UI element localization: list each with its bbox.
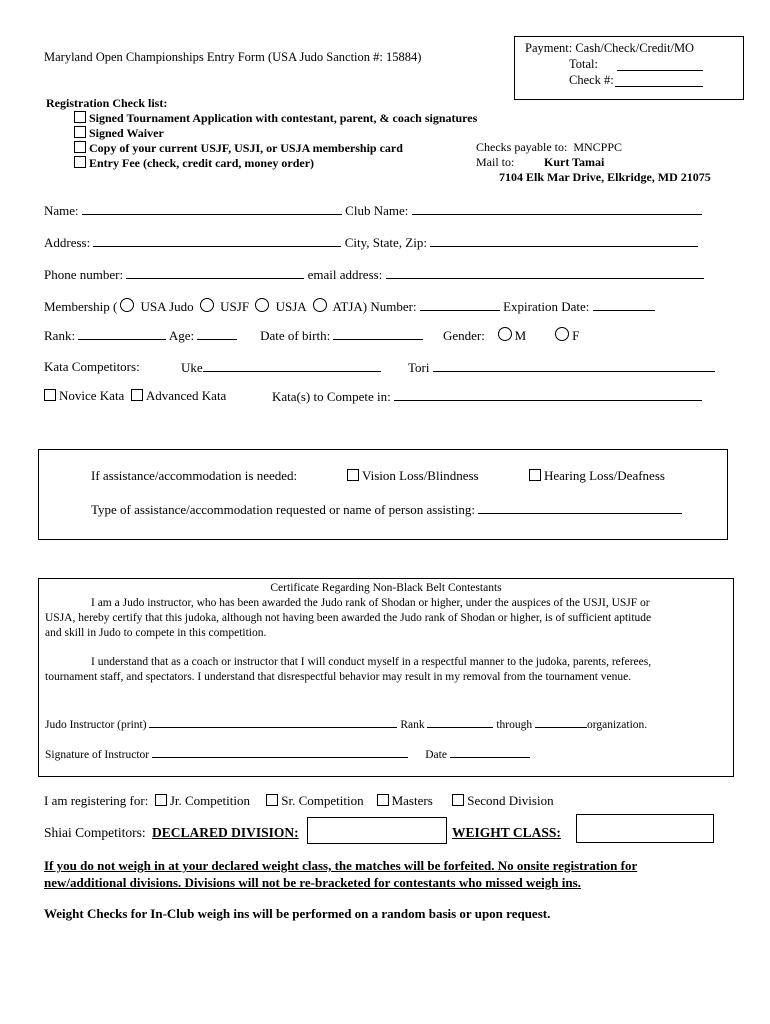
radio-female[interactable] xyxy=(555,327,569,341)
checklist-item-membership-card[interactable] xyxy=(74,141,403,156)
form-title: Maryland Open Championships Entry Form (USA Judo Sanction #: 15884) xyxy=(44,50,422,64)
membership-row xyxy=(44,298,655,315)
email-label: email address: xyxy=(307,267,383,282)
name-row xyxy=(44,202,702,219)
warning-line-1: If you do not weigh in at your declared weight class, the matches will be forfeited. No onsite registration for xyxy=(44,858,638,873)
katas-compete-field[interactable] xyxy=(394,388,702,401)
payment-check-label: Check #: xyxy=(569,73,614,87)
kata-competitors-label: Kata Competitors: xyxy=(44,359,140,374)
address-row xyxy=(44,234,698,251)
payment-check-field[interactable] xyxy=(615,74,703,87)
checklist-item-label: Entry Fee (check, credit card, money order) xyxy=(89,156,315,170)
phone-field[interactable] xyxy=(126,266,304,279)
female-label: F xyxy=(572,328,580,343)
second-division-checkbox[interactable] xyxy=(452,794,464,806)
checkbox[interactable] xyxy=(74,141,86,153)
uke-row xyxy=(181,359,381,376)
certificate-title: Certificate Regarding Non-Black Belt Contestants xyxy=(270,582,502,594)
radio-usjf[interactable] xyxy=(200,298,214,312)
sr-label: Sr. Competition xyxy=(281,793,364,808)
payable-label: Checks payable to: xyxy=(476,140,568,154)
tori-field[interactable] xyxy=(433,359,715,372)
name-field[interactable] xyxy=(82,202,342,215)
date-field[interactable] xyxy=(450,745,530,758)
assistance-type-label: Type of assistance/accommodation requested or name of person assisting: xyxy=(91,502,475,517)
jr-checkbox[interactable] xyxy=(155,794,167,806)
organization-field[interactable] xyxy=(535,715,587,728)
age-label: Age: xyxy=(168,328,195,343)
checklist-item-signed-application[interactable] xyxy=(74,111,477,126)
advanced-kata-label: Advanced Kata xyxy=(145,388,227,403)
through-label: through xyxy=(496,719,533,731)
club-name-label: Club Name: xyxy=(345,203,409,218)
mail-to-label: Mail to: xyxy=(476,155,515,169)
certificate-para1-line3: and skill in Judo to compete in this competition. xyxy=(45,627,267,639)
radio-male[interactable] xyxy=(498,327,512,341)
payable-to: MNCPPC xyxy=(573,140,623,154)
registering-label: I am registering for: xyxy=(44,793,149,808)
masters-label: Masters xyxy=(391,793,433,808)
kata-type-row xyxy=(44,388,226,404)
hearing-label: Hearing Loss/Deafness xyxy=(544,468,665,483)
declared-division-label: DECLARED DIVISION: xyxy=(152,825,299,840)
tori-row xyxy=(408,359,715,376)
rank-label: Rank: xyxy=(44,328,76,343)
city-state-zip-field[interactable] xyxy=(430,234,698,247)
checks-payable xyxy=(476,140,622,155)
second-division-label: Second Division xyxy=(467,793,554,808)
checklist-item-label: Signed Tournament Application with contestant, parent, & coach signatures xyxy=(89,111,478,125)
city-state-zip-label: City, State, Zip: xyxy=(344,235,427,250)
assistance-needed-label: If assistance/accommodation is needed: xyxy=(91,468,298,483)
address-field[interactable] xyxy=(93,234,341,247)
hearing-option[interactable] xyxy=(529,468,665,484)
masters-checkbox[interactable] xyxy=(377,794,389,806)
payment-total-field[interactable] xyxy=(617,58,703,71)
signature-field[interactable] xyxy=(152,745,408,758)
certificate-box xyxy=(38,578,734,777)
radio-atja[interactable] xyxy=(313,298,327,312)
certificate-para1-line1: I am a Judo instructor, who has been awarded the Judo rank of Shodan or higher, under the auspices of the USJI, USJF or xyxy=(91,597,650,609)
vision-checkbox[interactable] xyxy=(347,469,359,481)
rank-row xyxy=(44,327,579,344)
age-field[interactable] xyxy=(197,327,237,340)
certificate-para2-line1: I understand that as a coach or instructor that I will conduct myself in a respectful manner to the judoka, parents, referees, xyxy=(91,656,652,668)
email-field[interactable] xyxy=(386,266,704,279)
hearing-checkbox[interactable] xyxy=(529,469,541,481)
uke-label: Uke xyxy=(181,360,203,375)
payment-box xyxy=(514,36,744,100)
checkbox[interactable] xyxy=(74,111,86,123)
payment-label: Payment: Cash/Check/Credit/MO xyxy=(525,41,695,55)
katas-compete-row xyxy=(272,388,702,405)
membership-number-field[interactable] xyxy=(420,298,500,311)
checklist-item-label: Signed Waiver xyxy=(89,126,164,140)
signature-row xyxy=(45,745,530,761)
sr-checkbox[interactable] xyxy=(266,794,278,806)
club-name-field[interactable] xyxy=(412,202,702,215)
expiration-field[interactable] xyxy=(593,298,655,311)
uke-field[interactable] xyxy=(203,359,381,372)
name-label: Name: xyxy=(44,203,79,218)
organization-label: organization. xyxy=(587,719,648,731)
phone-label: Phone number: xyxy=(44,267,124,282)
instructor-row xyxy=(45,715,647,731)
vision-option[interactable] xyxy=(347,468,479,484)
radio-usa-judo[interactable] xyxy=(120,298,134,312)
dob-label: Date of birth: xyxy=(260,328,331,343)
checklist-title: Registration Check list: xyxy=(46,96,168,110)
advanced-kata-checkbox[interactable] xyxy=(131,389,143,401)
usa-judo-label: USA Judo xyxy=(140,299,194,314)
atja-number-label: ATJA) Number: xyxy=(332,299,417,314)
novice-kata-checkbox[interactable] xyxy=(44,389,56,401)
tori-label: Tori xyxy=(408,360,430,375)
signature-label: Signature of Instructor xyxy=(45,749,150,761)
male-label: M xyxy=(514,328,527,343)
instructor-rank-field[interactable] xyxy=(427,715,493,728)
usjf-label: USJF xyxy=(220,299,250,314)
checklist-item-entry-fee[interactable] xyxy=(74,156,314,171)
weight-class-field[interactable] xyxy=(576,814,714,843)
warning-line-2: new/additional divisions. Divisions will not be re-bracketed for contestants who missed weigh ins. xyxy=(44,875,581,890)
checklist-item-signed-waiver[interactable] xyxy=(74,126,164,141)
rank-field[interactable] xyxy=(78,327,166,340)
weight-checks-notice: Weight Checks for In-Club weigh ins will be performed on a random basis or upon request. xyxy=(44,906,551,921)
dob-field[interactable] xyxy=(333,327,423,340)
address-label: Address: xyxy=(44,235,91,250)
katas-compete-label: Kata(s) to Compete in: xyxy=(272,389,391,404)
instructor-field[interactable] xyxy=(149,715,397,728)
mail-to-name: Kurt Tamai xyxy=(544,155,605,169)
usja-label: USJA xyxy=(275,299,307,314)
assistance-box xyxy=(38,449,728,540)
instructor-label: Judo Instructor (print) xyxy=(45,719,147,731)
shiai-label: Shiai Competitors: xyxy=(44,825,146,840)
checklist-item-label: Copy of your current USJF, USJI, or USJA membership card xyxy=(89,141,403,155)
checkbox[interactable] xyxy=(74,126,86,138)
assistance-type-row xyxy=(91,501,682,518)
certificate-para1-line2: USJA, hereby certify that this judoka, although not having been awarded the Judo rank of Shodan or higher, is of sufficient aptitude xyxy=(45,612,652,624)
radio-usja[interactable] xyxy=(255,298,269,312)
gender-label: Gender: xyxy=(442,328,485,343)
weight-class-label: WEIGHT CLASS: xyxy=(452,825,561,840)
date-label: Date xyxy=(425,749,447,761)
checkbox[interactable] xyxy=(74,156,86,168)
mail-to-address: 7104 Elk Mar Drive, Elkridge, MD 21075 xyxy=(499,170,711,184)
payment-total-label: Total: xyxy=(569,57,598,71)
registering-row xyxy=(44,793,554,809)
jr-label: Jr. Competition xyxy=(169,793,250,808)
assistance-type-field[interactable] xyxy=(478,501,682,514)
instructor-rank-label: Rank xyxy=(400,719,425,731)
expiration-label: Expiration Date: xyxy=(503,299,590,314)
vision-label: Vision Loss/Blindness xyxy=(362,468,479,483)
declared-division-field[interactable] xyxy=(307,817,447,844)
novice-kata-label: Novice Kata xyxy=(59,388,125,403)
membership-label: Membership ( xyxy=(44,299,118,314)
phone-row xyxy=(44,266,704,283)
certificate-para2-line2: tournament staff, and spectators. I understand that disrespectful behavior may result in my removal from the tournament venue. xyxy=(45,671,632,683)
